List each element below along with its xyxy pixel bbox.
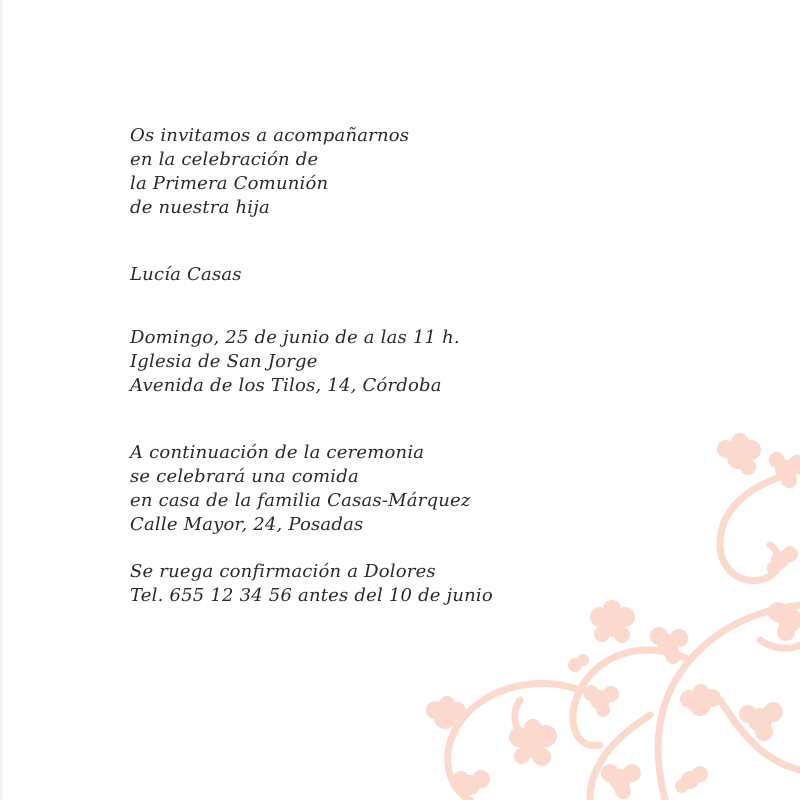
intro-line: la Primera Comunión xyxy=(130,173,329,194)
rsvp-details xyxy=(130,560,730,608)
rsvp-phone: Tel. 655 12 34 56 antes del 10 de junio xyxy=(130,585,493,606)
child-name: Lucía Casas xyxy=(130,264,242,285)
intro-line: en la celebración de xyxy=(130,149,319,170)
rsvp-line: Se ruega confirmación a Dolores xyxy=(130,561,436,582)
event-venue: Iglesia de San Jorge xyxy=(130,351,318,372)
child-name-block xyxy=(130,263,730,287)
event-address: Avenida de los Tilos, 14, Córdoba xyxy=(130,375,442,396)
event-date: Domingo, 25 de junio de a las 11 h. xyxy=(130,327,460,348)
event-details xyxy=(130,326,730,398)
meal-line: se celebrará una comida xyxy=(130,466,359,487)
meal-line: en casa de la familia Casas-Márquez xyxy=(130,490,471,511)
meal-address: Calle Mayor, 24, Posadas xyxy=(130,514,364,535)
card-edge xyxy=(0,0,4,800)
intro-line: de nuestra hija xyxy=(130,197,270,218)
intro-line: Os invitamos a acompañarnos xyxy=(130,125,410,146)
invitation-intro xyxy=(130,124,730,220)
meal-line: A continuación de la ceremonia xyxy=(130,442,425,463)
meal-details xyxy=(130,441,730,537)
